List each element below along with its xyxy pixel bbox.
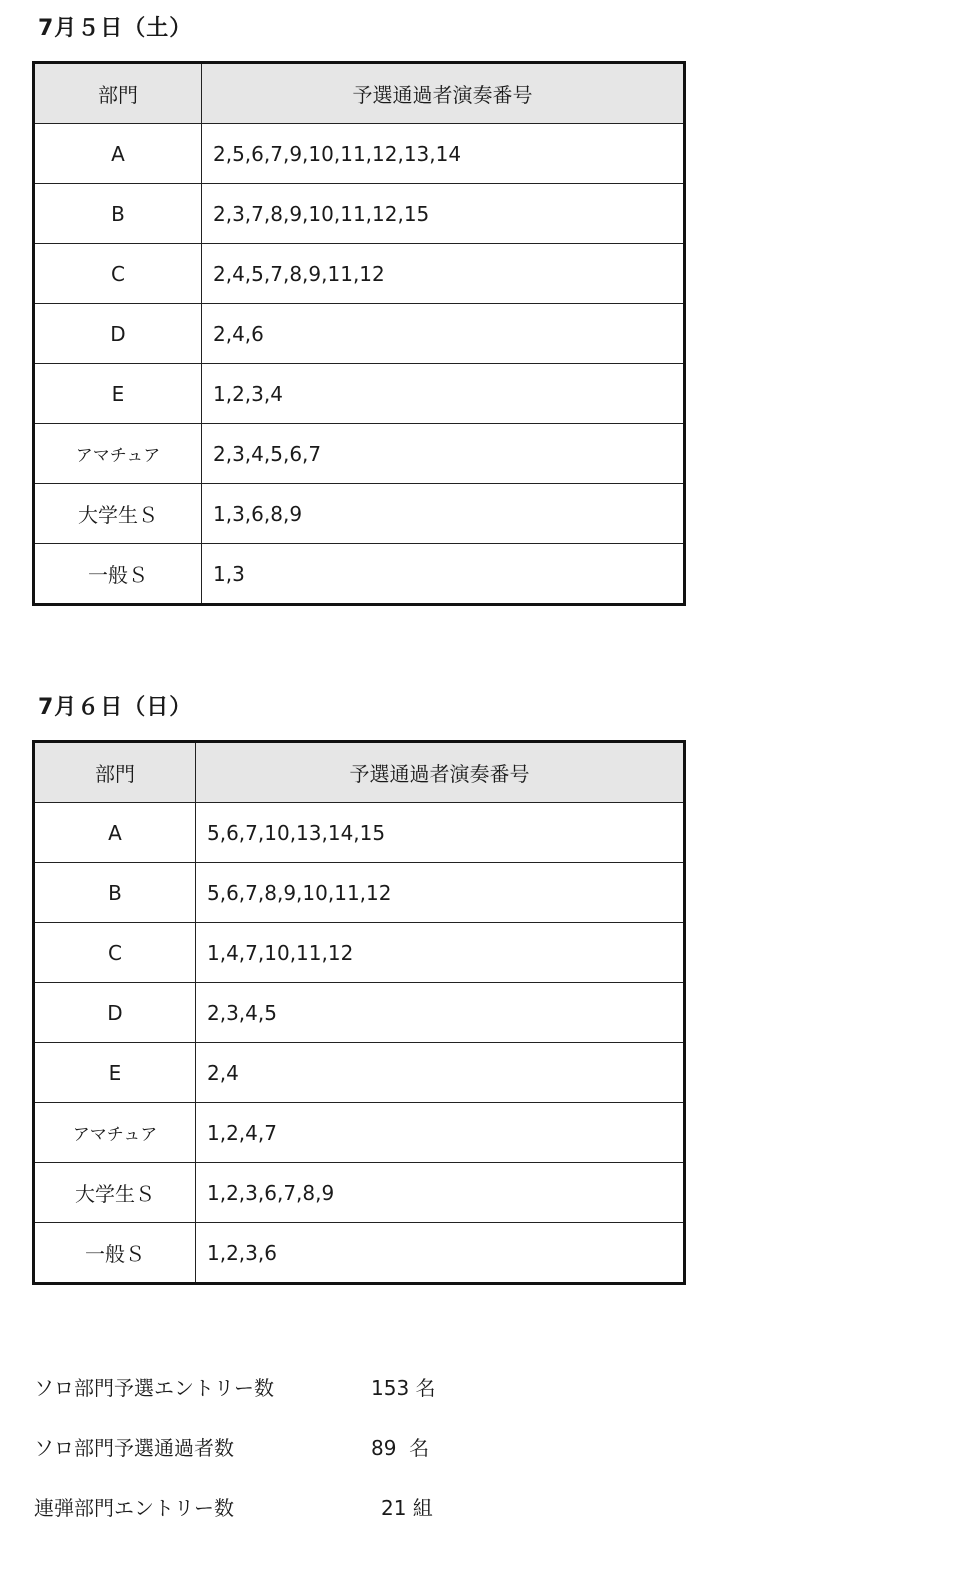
table-row: [34, 1163, 685, 1223]
table-row: [34, 983, 685, 1043]
numbers-cell: 1,4,7,10,11,12: [196, 923, 685, 983]
summary-label: ソロ部門予選エントリー数: [34, 1376, 274, 1400]
division-cell: アマチュア: [34, 1103, 196, 1163]
numbers-cell: 2,3,7,8,9,10,11,12,15: [202, 184, 685, 244]
table-row: [34, 1103, 685, 1163]
table-row: [34, 1223, 685, 1284]
numbers-cell: 2,5,6,7,9,10,11,12,13,14: [202, 124, 685, 184]
numbers-cell: 5,6,7,8,9,10,11,12: [196, 863, 685, 923]
table-row: [34, 863, 685, 923]
division-column-header: 部門: [34, 742, 196, 803]
numbers-cell: 2,4,6: [202, 304, 685, 364]
division-cell: 大学生Ｓ: [34, 1163, 196, 1223]
division-cell: B: [34, 863, 196, 923]
numbers-column-header: 予選通過者演奏番号: [202, 63, 685, 124]
numbers-cell: 1,2,4,7: [196, 1103, 685, 1163]
table-header-row: [34, 63, 685, 124]
summary-label: ソロ部門予選通過者数: [34, 1436, 234, 1460]
division-cell: 一般Ｓ: [34, 544, 202, 605]
division-cell: A: [34, 803, 196, 863]
division-cell: A: [34, 124, 202, 184]
division-cell: 一般Ｓ: [34, 1223, 196, 1284]
numbers-cell: 5,6,7,10,13,14,15: [196, 803, 685, 863]
table-row: [34, 124, 685, 184]
day1-results-table: [32, 61, 686, 606]
summary-label: 連弾部門エントリー数: [34, 1496, 234, 1520]
numbers-cell: 1,2,3,6,7,8,9: [196, 1163, 685, 1223]
numbers-cell: 2,3,4,5: [196, 983, 685, 1043]
numbers-cell: 2,4: [196, 1043, 685, 1103]
table-row: [34, 923, 685, 983]
division-cell: C: [34, 923, 196, 983]
numbers-column-header: 予選通過者演奏番号: [196, 742, 685, 803]
table-row: [34, 364, 685, 424]
table-row: [34, 484, 685, 544]
division-cell: D: [34, 304, 202, 364]
day2-heading: 7月６日（日）: [38, 695, 193, 720]
numbers-cell: 2,4,5,7,8,9,11,12: [202, 244, 685, 304]
table-row: [34, 304, 685, 364]
table-row: [34, 1043, 685, 1103]
division-cell: E: [34, 364, 202, 424]
numbers-cell: 1,2,3,6: [196, 1223, 685, 1284]
division-column-header: 部門: [34, 63, 202, 124]
division-cell: 大学生Ｓ: [34, 484, 202, 544]
summary-value: 21 組: [381, 1496, 433, 1520]
table-row: [34, 184, 685, 244]
numbers-cell: 1,2,3,4: [202, 364, 685, 424]
day2-results-table: [32, 740, 686, 1285]
table-row: [34, 803, 685, 863]
division-cell: C: [34, 244, 202, 304]
summary-value: 89 名: [371, 1436, 430, 1460]
division-cell: D: [34, 983, 196, 1043]
numbers-cell: 1,3: [202, 544, 685, 605]
table-row: [34, 544, 685, 605]
division-cell: アマチュア: [34, 424, 202, 484]
division-cell: E: [34, 1043, 196, 1103]
summary-value: 153 名: [371, 1376, 436, 1400]
day1-heading: 7月５日（土）: [38, 16, 193, 41]
table-row: [34, 424, 685, 484]
table-header-row: [34, 742, 685, 803]
numbers-cell: 1,3,6,8,9: [202, 484, 685, 544]
numbers-cell: 2,3,4,5,6,7: [202, 424, 685, 484]
division-cell: B: [34, 184, 202, 244]
table-row: [34, 244, 685, 304]
